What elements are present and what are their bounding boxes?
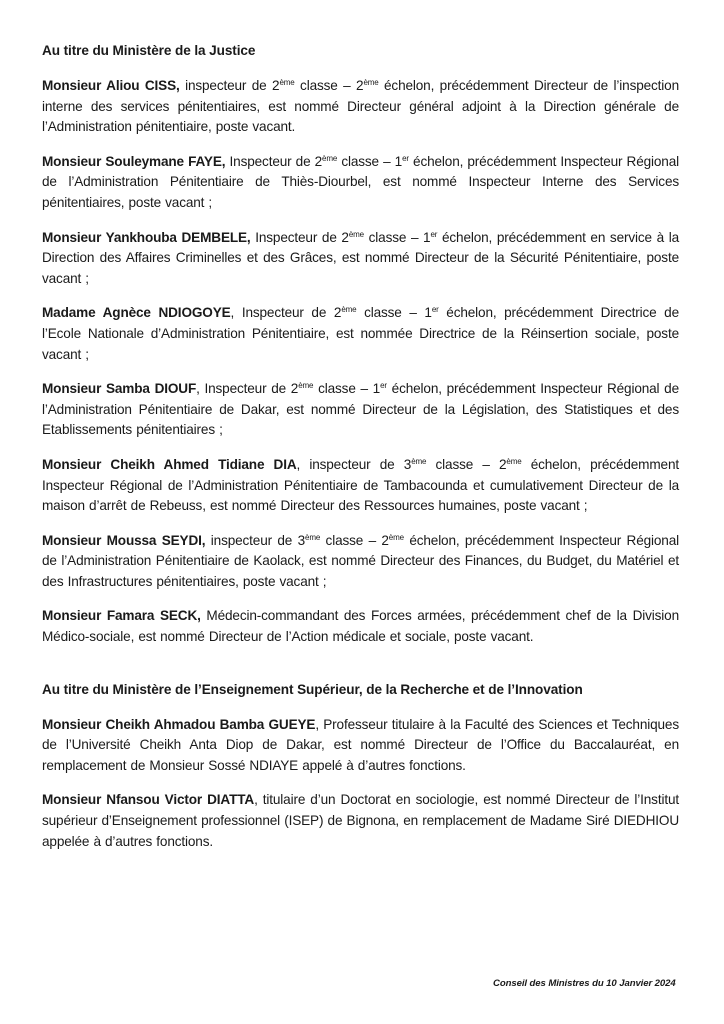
section-justice <box>42 41 679 648</box>
page-footer: Conseil des Ministres du 10 Janvier 2024 <box>493 978 676 989</box>
appointment-entry: Monsieur Souleymane FAYE, Inspecteur de 2ème classe – 1er échelon, précédemment Inspecteur Régional de l’Administration Pénitentiaire de Thiès-Diourbel, est nommé Inspecteur Interne des Services pénitentiaires, poste vacant ; <box>42 153 679 210</box>
appointee-name: Monsieur Samba DIOUF <box>42 381 197 397</box>
appointee-name: Madame Agnèce NDIOGOYE <box>42 305 231 321</box>
document-page <box>42 41 679 866</box>
appointment-entry: Monsieur Cheikh Ahmed Tidiane DIA, inspecteur de 3ème classe – 2ème échelon, précédemment Inspecteur Régional de l’Administration Pénitentiaire de Tambacounda et cumulativement Directeur de la maison d’arrêt de Rebeuss, est nommé Directeur des Ressources humaines, poste vacant ; <box>42 456 679 514</box>
appointment-entry: Madame Agnèce NDIOGOYE, Inspecteur de 2ème classe – 1er échelon, précédemment Directrice de l’Ecole Nationale d’Administration Pénitentiaire, est nommée Directrice de la Réinsertion sociale, poste vacant ; <box>42 305 679 362</box>
appointment-entry: Monsieur Famara SECK, Médecin-commandant des Forces armées, précédemment chef de la Division Médico-sociale, est nommé Directeur de l’Action médicale et sociale, poste vacant. <box>42 608 680 645</box>
appointment-entry: Monsieur Yankhouba DEMBELE, Inspecteur de 2ème classe – 1er échelon, précédemment en service à la Direction des Affaires Criminelles et des Grâces, est nommé Directeur de la Sécurité Pénitentiaire, poste vacant ; <box>42 229 679 286</box>
appointment-entry: Monsieur Moussa SEYDI, inspecteur de 3ème classe – 2ème échelon, précédemment Inspecteur Régional de l’Administration Pénitentiaire de Kaolack, est nommé Directeur des Finances, du Budget, du Matériel et des Infrastructures pénitentiaires, poste vacant ; <box>42 532 679 589</box>
section-title: Au titre du Ministère de la Justice <box>42 43 256 58</box>
section-higher-education <box>42 680 679 853</box>
appointee-name: Monsieur Nfansou Victor DIATTA <box>42 792 255 808</box>
appointee-name: Monsieur Moussa SEYDI, <box>42 532 206 548</box>
appointee-name: Monsieur Souleymane FAYE, <box>42 153 226 169</box>
appointment-entry: Monsieur Samba DIOUF, Inspecteur de 2ème classe – 1er échelon, précédemment Inspecteur Régional de l’Administration Pénitentiaire de Dakar, est nommé Directeur de la Législation, des Statistiques et des Etablissements pénitentiaires ; <box>42 381 680 438</box>
appointment-entry: Monsieur Cheikh Ahmadou Bamba GUEYE, Professeur titulaire à la Faculté des Sciences et Techniques de l’Université Cheikh Anta Diop de Dakar, est nommé Directeur de l’Office du Baccalauréat, en remplacement de Monsieur Sossé NDIAYE appelé à d’autres fonctions. <box>42 716 679 773</box>
appointment-entry: Monsieur Aliou CISS, inspecteur de 2ème classe – 2ème échelon, précédemment Directeur de l’inspection interne des services pénitentiaires, est nommé Directeur général adjoint à la Direction générale de l’Administration pénitentiaire, poste vacant. <box>42 78 679 135</box>
appointee-name: Monsieur Cheikh Ahmadou Bamba GUEYE <box>42 716 316 732</box>
appointment-entry: Monsieur Nfansou Victor DIATTA, titulaire d’un Doctorat en sociologie, est nommé Directeur de l’Institut supérieur d’Enseignement professionnel (ISEP) de Bignona, en remplacement de Madame Siré DIEDHIOU appelée à d’autres fonctions. <box>42 792 679 849</box>
appointee-name: Monsieur Cheikh Ahmed Tidiane DIA <box>42 456 297 472</box>
appointee-name: Monsieur Aliou CISS, <box>42 78 180 93</box>
appointee-name: Monsieur Yankhouba DEMBELE, <box>42 229 251 245</box>
section-title: Au titre du Ministère de l’Enseignement Supérieur, de la Recherche et de l’Innovation <box>42 681 583 697</box>
appointee-name: Monsieur Famara SECK, <box>42 608 201 624</box>
